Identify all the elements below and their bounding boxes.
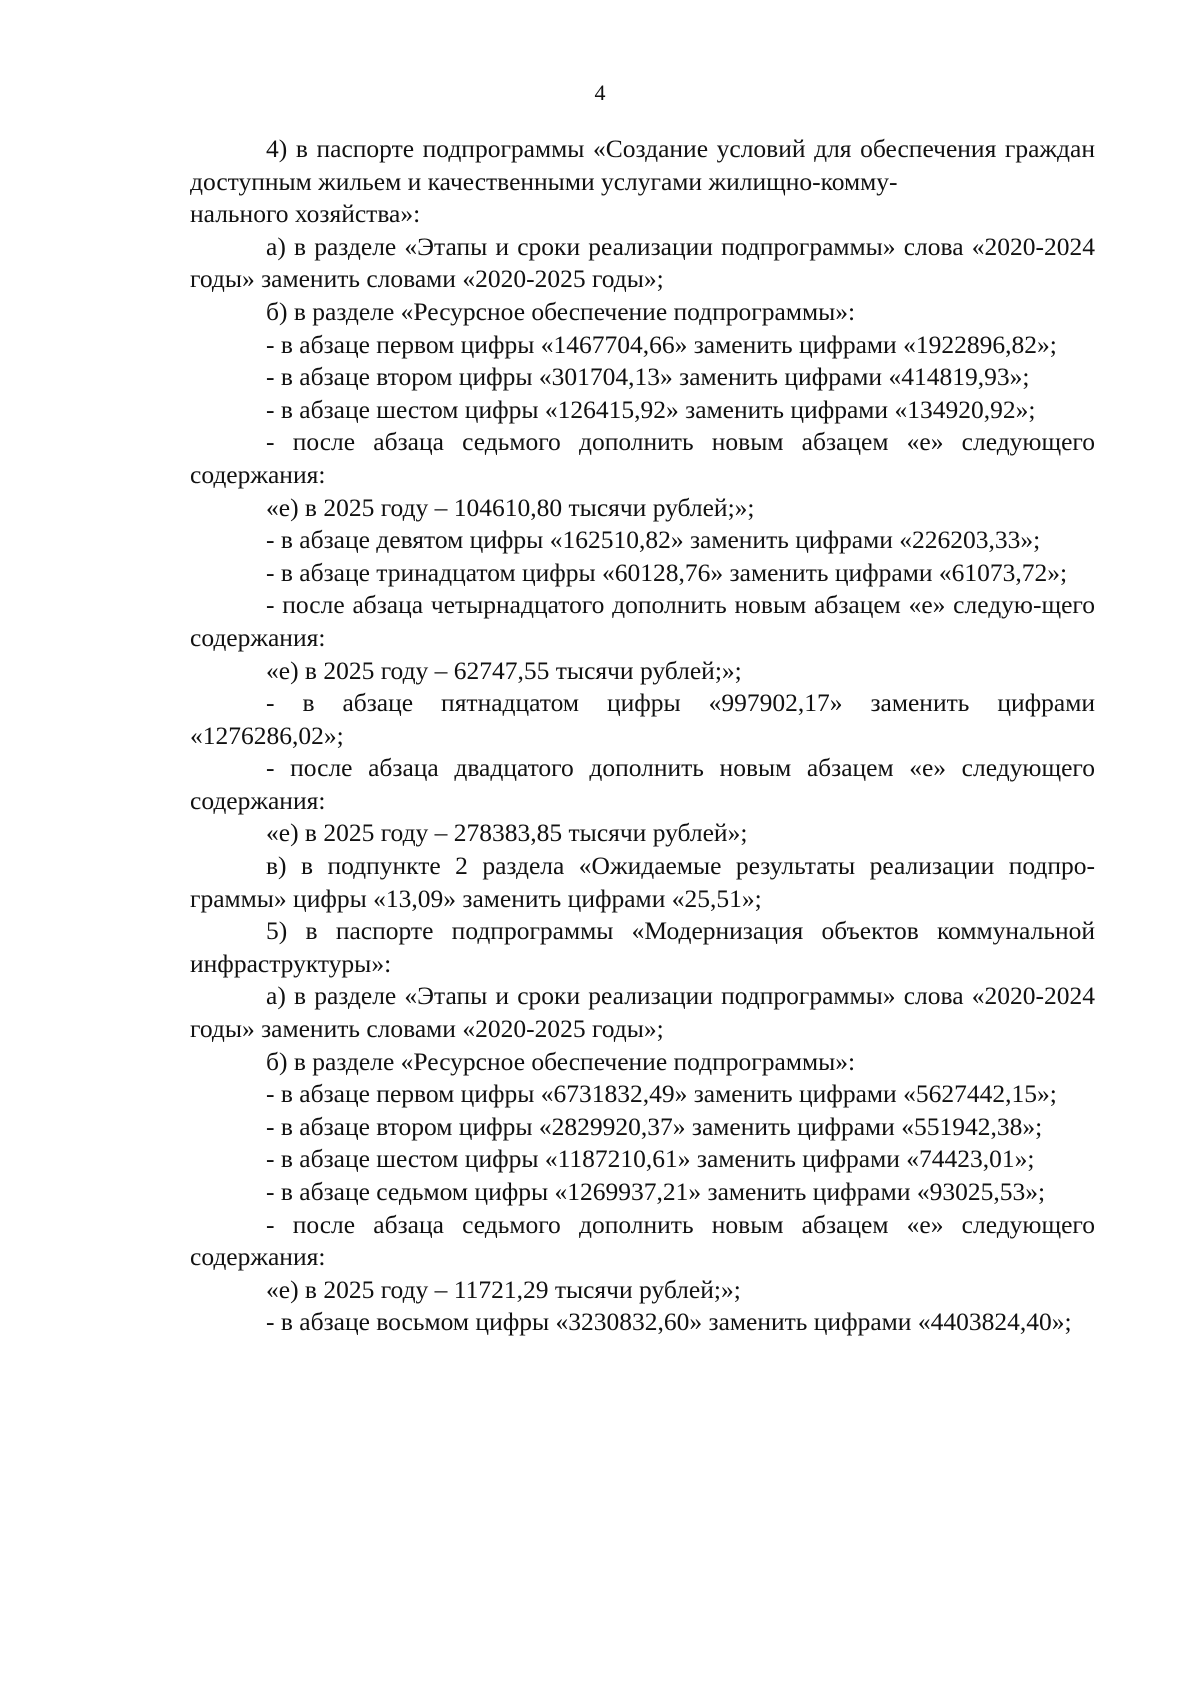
- document-body: [190, 133, 1095, 1339]
- paragraph: - после абзаца седьмого дополнить новым абзацем «е» следующего содержания:: [190, 1209, 1095, 1272]
- paragraph: а) в разделе «Этапы и сроки реализации подпрограммы» слова «2020-2024 годы» заменить словами «2020-2025 годы»;: [190, 231, 1095, 294]
- paragraph: б) в разделе «Ресурсное обеспечение подпрограммы»:: [266, 1046, 856, 1076]
- paragraph: - в абзаце шестом цифры «1187210,61» заменить цифрами «74423,01»;: [266, 1144, 1035, 1174]
- paragraph: 5) в паспорте подпрограммы «Модернизация объектов коммунальной инфраструктуры»:: [190, 916, 1095, 978]
- paragraph: «е) в 2025 году – 62747,55 тысячи рублей;»;: [266, 655, 742, 685]
- paragraph: «е) в 2025 году – 104610,80 тысячи рублей;»;: [266, 492, 755, 522]
- paragraph: - в абзаце восьмом цифры «3230832,60» заменить цифрами «4403824,40»;: [266, 1307, 1072, 1337]
- paragraph: - в абзаце втором цифры «301704,13» заменить цифрами «414819,93»;: [266, 362, 1030, 392]
- paragraph: - в абзаце седьмом цифры «1269937,21» заменить цифрами «93025,53»;: [266, 1177, 1046, 1206]
- paragraph: «е) в 2025 году – 278383,85 тысячи рублей»;: [266, 818, 748, 848]
- paragraph: - в абзаце тринадцатом цифры «60128,76» заменить цифрами «61073,72»;: [266, 557, 1068, 587]
- paragraph: - после абзаца седьмого дополнить новым абзацем «е» следующего содержания:: [190, 427, 1095, 489]
- paragraph: - после абзаца четырнадцатого дополнить новым абзацем «е» следую-щего содержания:: [190, 590, 1095, 652]
- paragraph: «е) в 2025 году – 11721,29 тысячи рублей;»;: [266, 1274, 741, 1304]
- paragraph: нального хозяйства»:: [190, 199, 421, 229]
- paragraph: - в абзаце девятом цифры «162510,82» заменить цифрами «226203,33»;: [266, 525, 1041, 555]
- paragraph: - в абзаце первом цифры «6731832,49» заменить цифрами «5627442,15»;: [266, 1079, 1057, 1109]
- paragraph: 4) в паспорте подпрограммы «Создание условий для обеспечения граждан доступным жильем и качественными услугами жилищно-комму-: [190, 134, 1095, 196]
- paragraph: - в абзаце пятнадцатом цифры «997902,17» заменить цифрами «1276286,02»;: [190, 688, 1095, 750]
- paragraph: - в абзаце втором цифры «2829920,37» заменить цифрами «551942,38»;: [266, 1111, 1043, 1141]
- paragraph: а) в разделе «Этапы и сроки реализации подпрограммы» слова «2020-2024 годы» заменить словами «2020-2025 годы»;: [190, 981, 1095, 1044]
- paragraph: - в абзаце шестом цифры «126415,92» заменить цифрами «134920,92»;: [266, 394, 1036, 424]
- paragraph: б) в разделе «Ресурсное обеспечение подпрограммы»:: [266, 296, 856, 326]
- page-number: 4: [594, 80, 606, 105]
- paragraph: в) в подпункте 2 раздела «Ожидаемые результаты реализации подпро-граммы» цифры «13,09» заменить цифрами «25,51»;: [190, 851, 1095, 913]
- paragraph: - после абзаца двадцатого дополнить новым абзацем «е» следующего содержания:: [190, 753, 1095, 815]
- paragraph: - в абзаце первом цифры «1467704,66» заменить цифрами «1922896,82»;: [266, 329, 1057, 359]
